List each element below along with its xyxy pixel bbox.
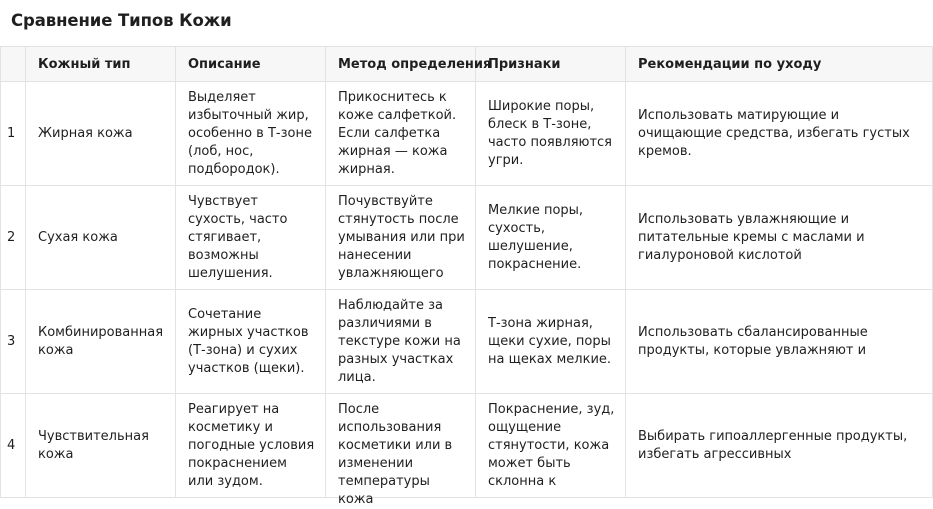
skin-types-table-container[interactable] <box>0 46 910 507</box>
cell-description: Выделяет избыточный жир, особенно в Т-зоне (лоб, нос, подбородок). <box>176 82 326 186</box>
cell-method: После использования косметики или в изменении температуры кожа <box>326 394 476 498</box>
cell-skin-type: Чувствительная кожа <box>26 394 176 498</box>
cell-method: Прикоснитесь к коже салфеткой. Если салфетка жирная — кожа жирная. <box>326 82 476 186</box>
header-method[interactable]: Метод определения <box>326 47 476 82</box>
header-description[interactable]: Описание <box>176 47 326 82</box>
cell-method: Наблюдайте за различиями в текстуре кожи на разных участках лица. <box>326 290 476 394</box>
cell-care: Выбирать гипоаллергенные продукты, избегать агрессивных <box>626 394 933 498</box>
row-index: 4 <box>1 394 26 498</box>
cell-method: Почувствуйте стянутость после умывания или при нанесении увлажняющего <box>326 186 476 290</box>
header-index <box>1 47 26 82</box>
cell-care: Использовать сбалансированные продукты, которые увлажняют и <box>626 290 933 394</box>
table-row <box>1 394 933 498</box>
row-index: 2 <box>1 186 26 290</box>
row-index: 1 <box>1 82 26 186</box>
cell-signs: Мелкие поры, сухость, шелушение, покраснение. <box>476 186 626 290</box>
cell-description: Реагирует на косметику и погодные условия покраснением или зудом. <box>176 394 326 498</box>
row-index: 3 <box>1 290 26 394</box>
cell-skin-type: Комбинированная кожа <box>26 290 176 394</box>
cell-skin-type: Жирная кожа <box>26 82 176 186</box>
skin-types-table <box>0 46 933 507</box>
cell-skin-type: Сухая кожа <box>26 186 176 290</box>
cell-description: Сочетание жирных участков (Т-зона) и сухих участков (щеки). <box>176 290 326 394</box>
cell-signs: Покраснение, зуд, ощущение стянутости, кожа может быть склонна к <box>476 394 626 498</box>
header-skin-type[interactable]: Кожный тип <box>26 47 176 82</box>
table-row <box>1 186 933 290</box>
cell-care: Использовать матирующие и очищающие средства, избегать густых кремов. <box>626 82 933 186</box>
table-row <box>1 290 933 394</box>
table-row <box>1 82 933 186</box>
cell-signs: Широкие поры, блеск в Т-зоне, часто появляются угри. <box>476 82 626 186</box>
page-title: Сравнение Типов Кожи <box>11 11 232 30</box>
header-care[interactable]: Рекомендации по уходу <box>626 47 933 82</box>
header-signs[interactable]: Признаки <box>476 47 626 82</box>
cell-description: Чувствует сухость, часто стягивает, возможны шелушения. <box>176 186 326 290</box>
cell-signs: Т-зона жирная, щеки сухие, поры на щеках мелкие. <box>476 290 626 394</box>
table-header-row <box>1 47 933 82</box>
cell-care: Использовать увлажняющие и питательные кремы с маслами и гиалуроновой кислотой <box>626 186 933 290</box>
